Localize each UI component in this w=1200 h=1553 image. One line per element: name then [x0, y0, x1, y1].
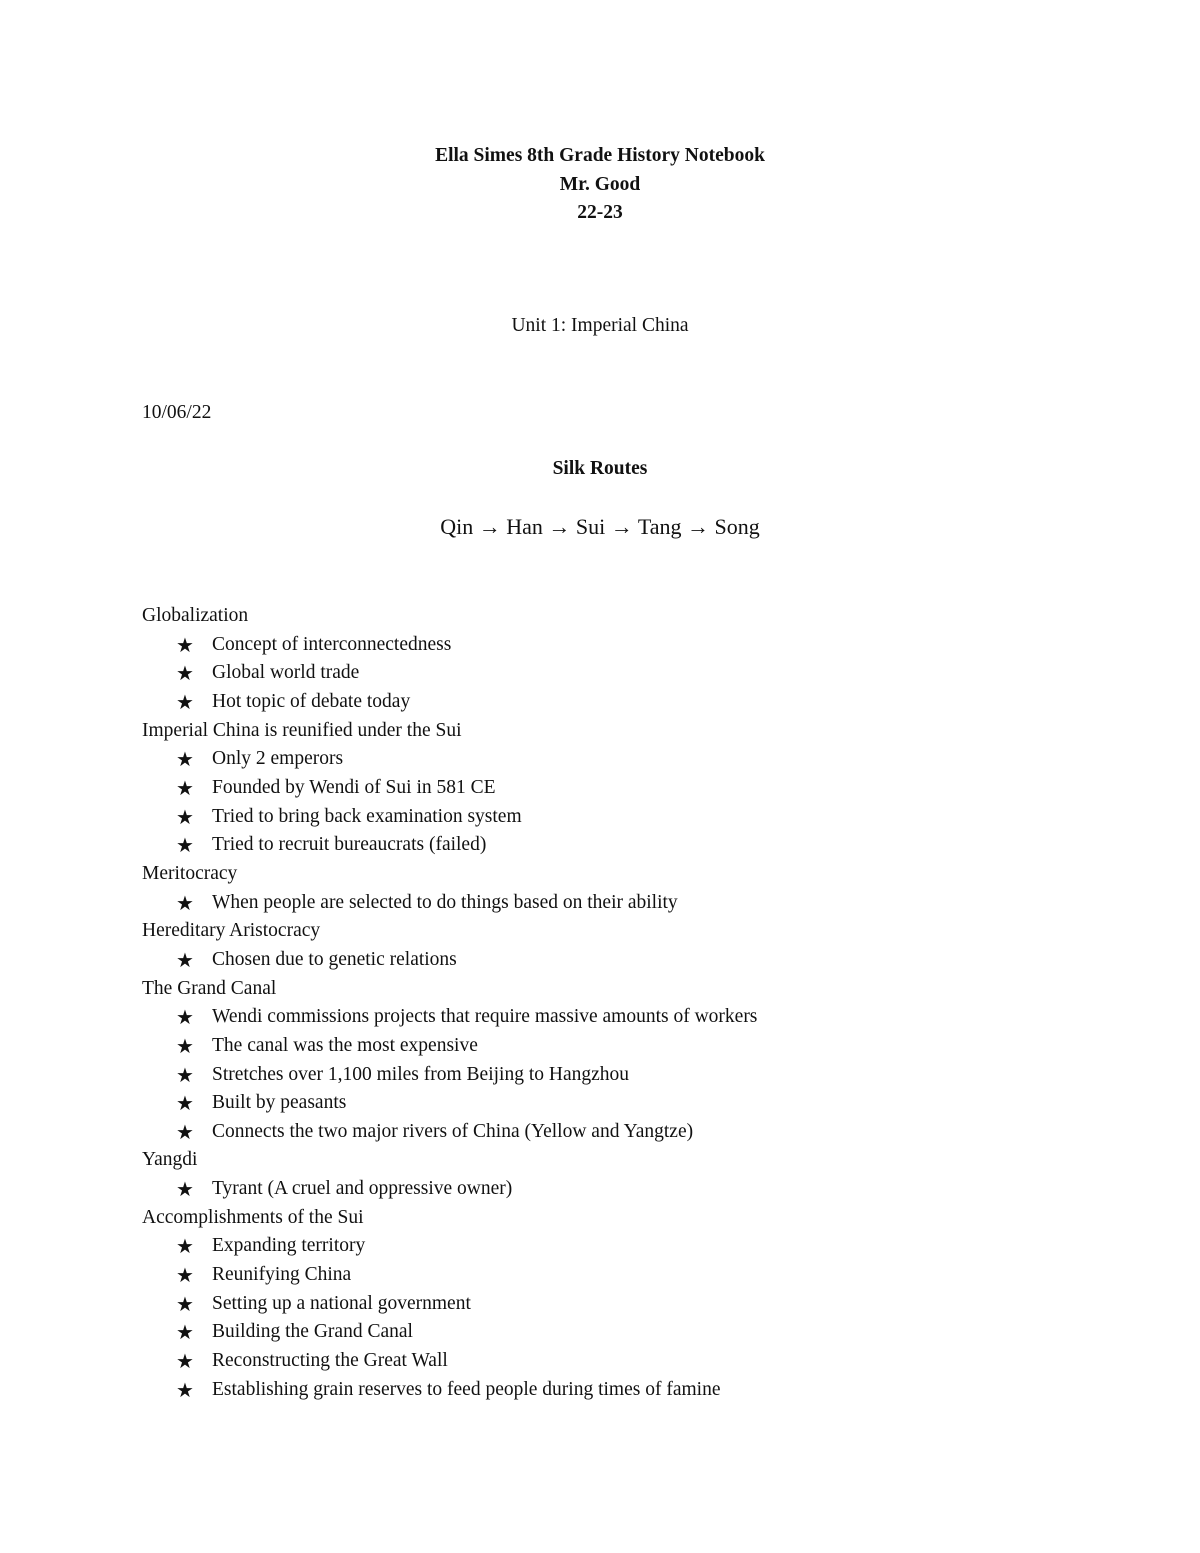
star-bullet-icon: ★	[176, 1062, 194, 1087]
section-heading: Globalization	[142, 605, 249, 626]
star-bullet-icon: ★	[176, 1320, 194, 1345]
bullet-text: Reunifying China	[212, 1264, 352, 1286]
bullet-list	[142, 1175, 1142, 1204]
bullet-text: Global world trade	[212, 662, 360, 684]
bullet-list	[142, 631, 1142, 717]
dynasty-sequence: Qin → Han → Sui → Tang → Song	[440, 514, 760, 539]
bullet-text: Wendi commissions projects that require massive amounts of workers	[212, 1006, 758, 1028]
star-bullet-icon: ★	[176, 775, 194, 800]
header-year: 22-23	[577, 202, 623, 223]
bullet-item	[142, 774, 1142, 803]
bullet-item	[142, 1175, 1142, 1204]
notes-body	[142, 602, 1142, 1404]
star-bullet-icon: ★	[176, 689, 194, 714]
bullet-item	[142, 946, 1142, 975]
bullet-list	[142, 1232, 1142, 1404]
bullet-item	[142, 889, 1142, 918]
star-bullet-icon: ★	[176, 1377, 194, 1402]
bullet-text: Building the Grand Canal	[212, 1321, 413, 1343]
bullet-item	[142, 1318, 1142, 1347]
bullet-item	[142, 631, 1142, 660]
star-bullet-icon: ★	[176, 1349, 194, 1374]
bullet-text: Connects the two major rivers of China (Yellow and Yangtze)	[212, 1120, 694, 1142]
section-heading: The Grand Canal	[142, 977, 277, 999]
star-bullet-icon: ★	[176, 661, 194, 686]
bullet-list	[142, 946, 1142, 975]
star-bullet-icon: ★	[176, 804, 194, 829]
bullet-text: Built by peasants	[212, 1092, 347, 1114]
bullet-text: Establishing grain reserves to feed people during times of famine	[212, 1378, 721, 1400]
bullet-item	[142, 1032, 1142, 1061]
bullet-text: Concept of interconnectedness	[212, 633, 452, 655]
bullet-item	[142, 1089, 1142, 1118]
bullet-text: Stretches over 1,100 miles from Beijing to Hangzhou	[212, 1063, 630, 1085]
star-bullet-icon: ★	[176, 1091, 194, 1116]
header-teacher: Mr. Good	[559, 173, 641, 195]
star-bullet-icon: ★	[176, 1177, 194, 1202]
section-heading: Accomplishments of the Sui	[142, 1206, 364, 1228]
star-bullet-icon: ★	[176, 1263, 194, 1288]
bullet-item	[142, 1232, 1142, 1261]
bullet-text: Only 2 emperors	[212, 748, 344, 770]
star-bullet-icon: ★	[176, 1119, 194, 1144]
star-bullet-icon: ★	[176, 1005, 194, 1030]
unit-title: Unit 1: Imperial China	[511, 315, 689, 336]
star-bullet-icon: ★	[176, 890, 194, 915]
bullet-item	[142, 1347, 1142, 1376]
section-heading: Imperial China is reunified under the Sui	[142, 719, 462, 741]
bullet-text: Reconstructing the Great Wall	[212, 1350, 448, 1372]
star-bullet-icon: ★	[176, 947, 194, 972]
bullet-list	[142, 889, 1142, 918]
bullet-item	[142, 1003, 1142, 1032]
topic-title: Silk Routes	[552, 458, 648, 479]
star-bullet-icon: ★	[176, 833, 194, 858]
bullet-list	[142, 745, 1142, 860]
bullet-item	[142, 1290, 1142, 1319]
bullet-text: The canal was the most expensive	[212, 1034, 478, 1056]
bullet-text: Expanding territory	[212, 1235, 366, 1257]
bullet-text: Hot topic of debate today	[212, 690, 411, 712]
star-bullet-icon: ★	[176, 747, 194, 772]
section-heading: Hereditary Aristocracy	[142, 920, 321, 942]
star-bullet-icon: ★	[176, 1033, 194, 1058]
header-title: Ella Simes 8th Grade History Notebook	[435, 145, 765, 166]
bullet-text: Setting up a national government	[212, 1292, 471, 1314]
bullet-text: Tried to recruit bureaucrats (failed)	[212, 834, 487, 856]
bullet-item	[142, 831, 1142, 860]
bullet-item	[142, 803, 1142, 832]
bullet-item	[142, 1261, 1142, 1290]
star-bullet-icon: ★	[176, 1291, 194, 1316]
bullet-text: Tyrant (A cruel and oppressive owner)	[212, 1178, 513, 1200]
bullet-item	[142, 1376, 1142, 1405]
star-bullet-icon: ★	[176, 632, 194, 657]
bullet-list	[142, 1003, 1142, 1146]
bullet-item	[142, 1118, 1142, 1147]
section-heading: Meritocracy	[142, 862, 238, 884]
bullet-item	[142, 745, 1142, 774]
notebook-header	[0, 142, 1200, 228]
bullet-text: Tried to bring back examination system	[212, 805, 522, 827]
section-heading: Yangdi	[142, 1149, 198, 1171]
bullet-item	[142, 1061, 1142, 1090]
bullet-text: Chosen due to genetic relations	[212, 948, 457, 970]
entry-date: 10/06/22	[142, 402, 212, 423]
bullet-item	[142, 688, 1142, 717]
bullet-item	[142, 659, 1142, 688]
star-bullet-icon: ★	[176, 1234, 194, 1259]
bullet-text: Founded by Wendi of Sui in 581 CE	[212, 776, 496, 798]
bullet-text: When people are selected to do things based on their ability	[212, 891, 678, 913]
